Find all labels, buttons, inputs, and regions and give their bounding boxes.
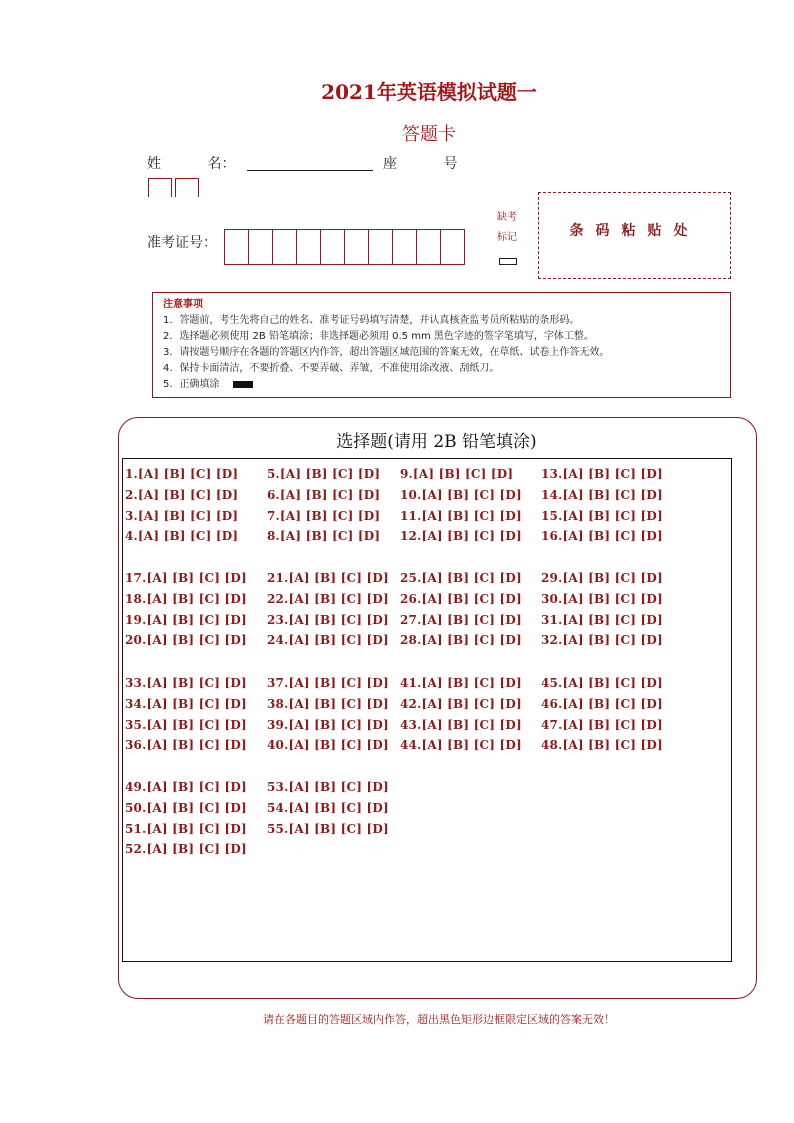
question-51[interactable]: 51.[A] [B] [C] [D] (125, 821, 247, 836)
question-6[interactable]: 6.[A] [B] [C] [D] (267, 487, 381, 502)
question-36[interactable]: 36.[A] [B] [C] [D] (125, 738, 247, 753)
question-37[interactable]: 37.[A] [B] [C] [D] (267, 676, 389, 690)
question-13[interactable]: 13.[A] [B] [C] [D] (541, 467, 663, 481)
question-30[interactable]: 30.[A] [B] [C] [D] (541, 591, 663, 606)
question-10[interactable]: 10.[A] [B] [C] [D] (400, 487, 522, 502)
exam-id-boxes[interactable] (224, 229, 464, 265)
barcode-area (538, 192, 731, 279)
exam-id-box[interactable] (392, 229, 417, 265)
seat-label-part-1: 座 (383, 156, 397, 172)
question-35[interactable]: 35.[A] [B] [C] [D] (125, 717, 247, 732)
question-19[interactable]: 19.[A] [B] [C] [D] (125, 612, 247, 627)
exam-id-label: 准考证号： (147, 235, 217, 251)
section-title: 选择题(请用 2B 铅笔填涂) (336, 432, 537, 452)
absent-mark-box[interactable] (499, 258, 517, 265)
notice-item: 1．答题前，考生先将自己的姓名、准考证号码填写清楚，并认真核查监考员所粘贴的条形码。 (163, 315, 580, 326)
question-31[interactable]: 31.[A] [B] [C] [D] (541, 612, 663, 627)
exam-id-box[interactable] (320, 229, 345, 265)
notice-box (152, 292, 731, 398)
question-28[interactable]: 28.[A] [B] [C] [D] (400, 633, 522, 648)
question-54[interactable]: 54.[A] [B] [C] [D] (267, 800, 389, 815)
question-3[interactable]: 3.[A] [B] [C] [D] (125, 508, 239, 523)
question-9[interactable]: 9.[A] [B] [C] [D] (400, 467, 514, 481)
question-2[interactable]: 2.[A] [B] [C] [D] (125, 487, 239, 502)
question-5[interactable]: 5.[A] [B] [C] [D] (267, 467, 381, 481)
question-46[interactable]: 46.[A] [B] [C] [D] (541, 696, 663, 711)
question-25[interactable]: 25.[A] [B] [C] [D] (400, 571, 522, 585)
question-23[interactable]: 23.[A] [B] [C] [D] (267, 612, 389, 627)
question-39[interactable]: 39.[A] [B] [C] [D] (267, 717, 389, 732)
correct-fill-example (233, 381, 253, 388)
exam-id-box[interactable] (416, 229, 441, 265)
absent-label-2: 标记 (497, 232, 517, 243)
notice-item-correct-fill (163, 377, 720, 393)
barcode-label: 条码粘贴处 (569, 223, 700, 239)
question-55[interactable]: 55.[A] [B] [C] [D] (267, 821, 389, 836)
question-43[interactable]: 43.[A] [B] [C] [D] (400, 717, 522, 732)
question-22[interactable]: 22.[A] [B] [C] [D] (267, 591, 389, 606)
page-title: 2021年英语模拟试题一 (321, 80, 537, 104)
footer-warning: 请在各题目的答题区域内作答，超出黑色矩形边框限定区域的答案无效！ (263, 1013, 615, 1026)
notice-item: 2．选择题必须使用 2B 铅笔填涂；非选择题必须用 0.5 mm 黑色字迹的签字笔填写，字体工整。 (163, 331, 594, 342)
question-34[interactable]: 34.[A] [B] [C] [D] (125, 696, 247, 711)
exam-id-box[interactable] (344, 229, 369, 265)
notice-item: 5．正确填涂 (163, 379, 220, 390)
question-1[interactable]: 1.[A] [B] [C] [D] (125, 467, 239, 481)
notice-item: 3．请按题号顺序在各题的答题区内作答，超出答题区域范围的答案无效，在草纸、试卷上作答无效。 (163, 347, 610, 358)
name-input-line[interactable] (247, 170, 373, 171)
question-50[interactable]: 50.[A] [B] [C] [D] (125, 800, 247, 815)
question-14[interactable]: 14.[A] [B] [C] [D] (541, 487, 663, 502)
question-12[interactable]: 12.[A] [B] [C] [D] (400, 529, 522, 544)
exam-id-box[interactable] (368, 229, 393, 265)
question-7[interactable]: 7.[A] [B] [C] [D] (267, 508, 381, 523)
notice-item: 4．保持卡面清洁，不要折叠、不要弄破、弄皱，不准使用涂改液、刮纸刀。 (163, 363, 500, 374)
question-11[interactable]: 11.[A] [B] [C] [D] (400, 508, 522, 523)
name-label-part-1: 姓 (147, 156, 161, 172)
exam-id-box[interactable] (440, 229, 465, 265)
exam-id-box[interactable] (272, 229, 297, 265)
question-18[interactable]: 18.[A] [B] [C] [D] (125, 591, 247, 606)
question-15[interactable]: 15.[A] [B] [C] [D] (541, 508, 663, 523)
seat-box[interactable] (148, 178, 172, 197)
absent-mark-label (490, 208, 524, 248)
question-45[interactable]: 45.[A] [B] [C] [D] (541, 676, 663, 690)
absent-label-1: 缺考 (497, 212, 517, 223)
question-38[interactable]: 38.[A] [B] [C] [D] (267, 696, 389, 711)
question-53[interactable]: 53.[A] [B] [C] [D] (267, 780, 389, 794)
question-44[interactable]: 44.[A] [B] [C] [D] (400, 738, 522, 753)
seat-box[interactable] (175, 178, 199, 197)
question-32[interactable]: 32.[A] [B] [C] [D] (541, 633, 663, 648)
name-label (147, 153, 235, 173)
question-33[interactable]: 33.[A] [B] [C] [D] (125, 676, 247, 690)
question-40[interactable]: 40.[A] [B] [C] [D] (267, 738, 389, 753)
question-8[interactable]: 8.[A] [B] [C] [D] (267, 529, 381, 544)
question-29[interactable]: 29.[A] [B] [C] [D] (541, 571, 663, 585)
question-21[interactable]: 21.[A] [B] [C] [D] (267, 571, 389, 585)
page-subtitle: 答题卡 (402, 124, 456, 145)
exam-id-box[interactable] (224, 229, 249, 265)
question-52[interactable]: 52.[A] [B] [C] [D] (125, 842, 247, 857)
question-4[interactable]: 4.[A] [B] [C] [D] (125, 529, 239, 544)
question-26[interactable]: 26.[A] [B] [C] [D] (400, 591, 522, 606)
question-17[interactable]: 17.[A] [B] [C] [D] (125, 571, 247, 585)
exam-id-box[interactable] (248, 229, 273, 265)
question-42[interactable]: 42.[A] [B] [C] [D] (400, 696, 522, 711)
question-41[interactable]: 41.[A] [B] [C] [D] (400, 676, 522, 690)
seat-label-part-2: 号 (443, 156, 458, 172)
question-49[interactable]: 49.[A] [B] [C] [D] (125, 780, 247, 794)
notice-title: 注意事项 (163, 299, 203, 310)
seat-label (383, 153, 457, 173)
question-16[interactable]: 16.[A] [B] [C] [D] (541, 529, 663, 544)
question-48[interactable]: 48.[A] [B] [C] [D] (541, 738, 663, 753)
question-20[interactable]: 20.[A] [B] [C] [D] (125, 633, 247, 648)
name-label-part-2: 名： (207, 156, 236, 172)
question-24[interactable]: 24.[A] [B] [C] [D] (267, 633, 389, 648)
question-27[interactable]: 27.[A] [B] [C] [D] (400, 612, 522, 627)
question-47[interactable]: 47.[A] [B] [C] [D] (541, 717, 663, 732)
exam-id-box[interactable] (296, 229, 321, 265)
